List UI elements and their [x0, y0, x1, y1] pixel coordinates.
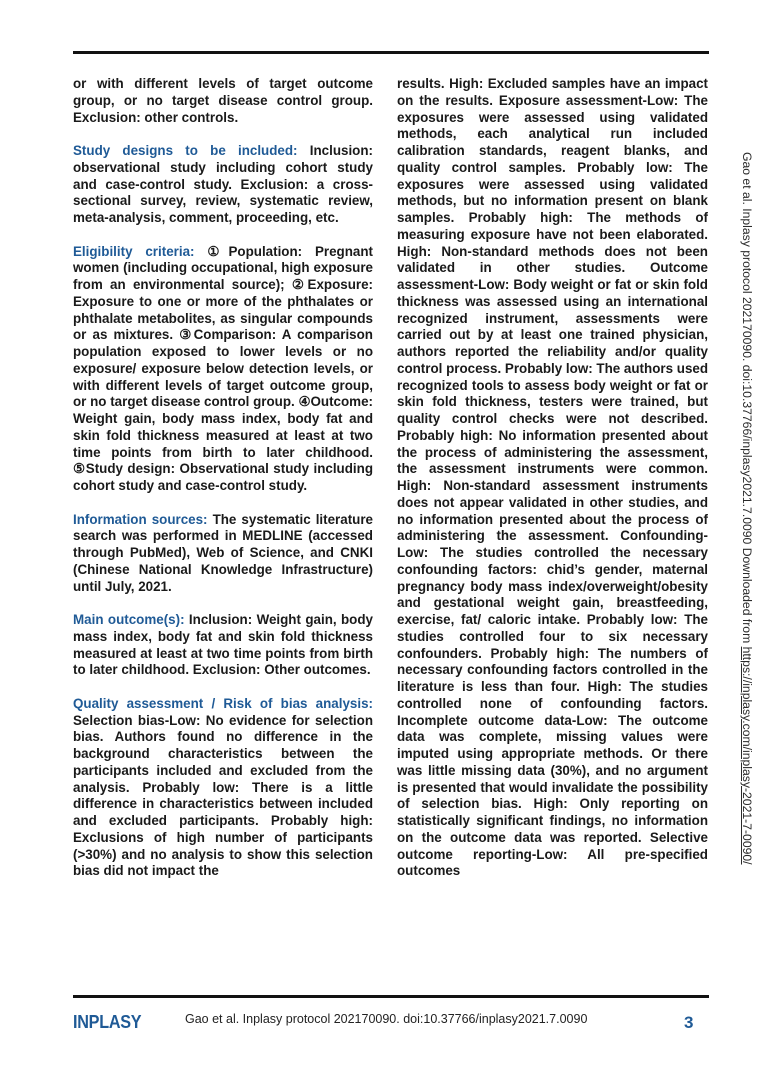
main-outcomes-section	[73, 612, 373, 679]
left-column	[73, 76, 373, 880]
study-designs-section	[73, 143, 373, 227]
information-sources-body: The systematic literature search was performed in MEDLINE (accessed through PubMed), Web of Science, and CNKI (Chinese National Knowledge Infrastructure) until July, 2021.	[73, 511, 373, 594]
eligibility-heading: Eligibility criteria:	[73, 243, 195, 259]
study-designs-body: Inclusion: observational study including cohort study and case-control study. Exclusion: a cross-sectional survey, review, systematic review, meta-analysis, comment, proceeding, etc.	[73, 143, 373, 225]
information-sources-heading: Information sources:	[73, 511, 208, 527]
footer-rule	[73, 995, 709, 998]
download-link[interactable]: https://inplasy.com/inplasy-2021-7-0090/	[740, 646, 754, 865]
page-number: 3	[684, 1013, 694, 1032]
risk-of-bias-continuation: results. High: Excluded samples have an impact on the results. Exposure assessment-Low: The exposures were assessed using validated methods, each analytical run included calibration standards, reagent blanks, and quality control samples. Probably low: The exposures were assessed using validated methods, but no information present on blank samples. Probably high: The methods of measuring exposure have not been elaborated. High: Non-standard methods does not been validated in other studies. Outcome assessment-Low: Body weight or fat or skin fold thickness was assessed using an international recognized instrument, assessments were carried out by at least one trained physician, authors reported the reliability and/or quality control process. Probably low: The authors used recognized tools to assess body weight or fat or skin fold thickness, testers were trained, but quality control checks were not described. Probably high: No information presented about the process of administering the assessment, the assessment instruments were common. High: Non-standard assessment instruments does not appear validated in other studies, and no information presented about the process of administering the assessment. Confounding-Low: The studies controlled the necessary confounding factors: chid’s gender, maternal pregnancy body mass index/overweight/obesity and gestational weight gain, breastfeeding, exercise, fat/ caloric intake. Probably low: The studies controlled four to six necessary confounders. Probably high: The numbers of necessary confounding factors controlled in the literature is less than four. High: The studies controlled none of confounding factors. Incomplete outcome data-Low: The outcome data was complete, missing values were imputed using appropriate methods. Or there was little missing data (30%), and no argument is presented that would invalidate the possibility of selection bias. High: Only reporting on statistically significant findings, no information on the outcome data was reported. Selective outcome reporting-Low: All pre-specified outcomes	[397, 76, 709, 879]
quality-assessment-body: Selection bias-Low: No evidence for selection bias. Authors found no difference in the background characteristics between the participants included and excluded from the analysis. Probably low: There is a little difference in characteristics between included and excluded participants. Probably high: Exclusions of high number of participants (>30%) and no analysis to show this selection bias did not impact the	[73, 712, 373, 879]
side-note-text: Gao et al. Inplasy protocol 202170090. doi:10.37766/inplasy2021.7.0090 Downloaded from	[740, 152, 754, 647]
right-column	[397, 76, 708, 880]
quality-assessment-section	[73, 696, 373, 880]
main-outcomes-heading: Main outcome(s):	[73, 612, 185, 627]
side-download-note	[740, 152, 754, 865]
quality-assessment-heading: Quality assessment / Risk of bias analysis:	[73, 695, 373, 711]
eligibility-section	[73, 244, 373, 495]
footer-citation: Gao et al. Inplasy protocol 202170090. doi:10.37766/inplasy2021.7.0090	[185, 1012, 588, 1026]
eligibility-body: ①Population: Pregnant women (including occupational, high exposure from an environmental source); ②Exposure: Exposure to one or more of the phthalates or phthalate metabolites, as singular compounds or as mixtures. ③Comparison: A comparison population exposed to lower levels or no exposure/ exposure below detection levels, or with different levels of target outcome group, or no target disease control group. ④Outcome: Weight gain, body mass index, body fat and skin fold thickness measured at least at two time points from birth to later childhood. ⑤Study design: Observational study including cohort study and case-control study.	[73, 243, 373, 493]
information-sources-section	[73, 512, 373, 596]
study-designs-heading: Study designs to be included:	[73, 143, 298, 158]
main-outcomes-body: Inclusion: Weight gain, body mass index, body fat and skin fold thickness measured at least at two time points from birth to later childhood. Exclusion: Other outcomes.	[73, 612, 373, 678]
journal-logo: INPLASY	[73, 1012, 142, 1032]
continuation-paragraph: or with different levels of target outcome group, or no target disease control group. Exclusion: other controls.	[73, 76, 373, 125]
header-rule	[73, 51, 709, 54]
